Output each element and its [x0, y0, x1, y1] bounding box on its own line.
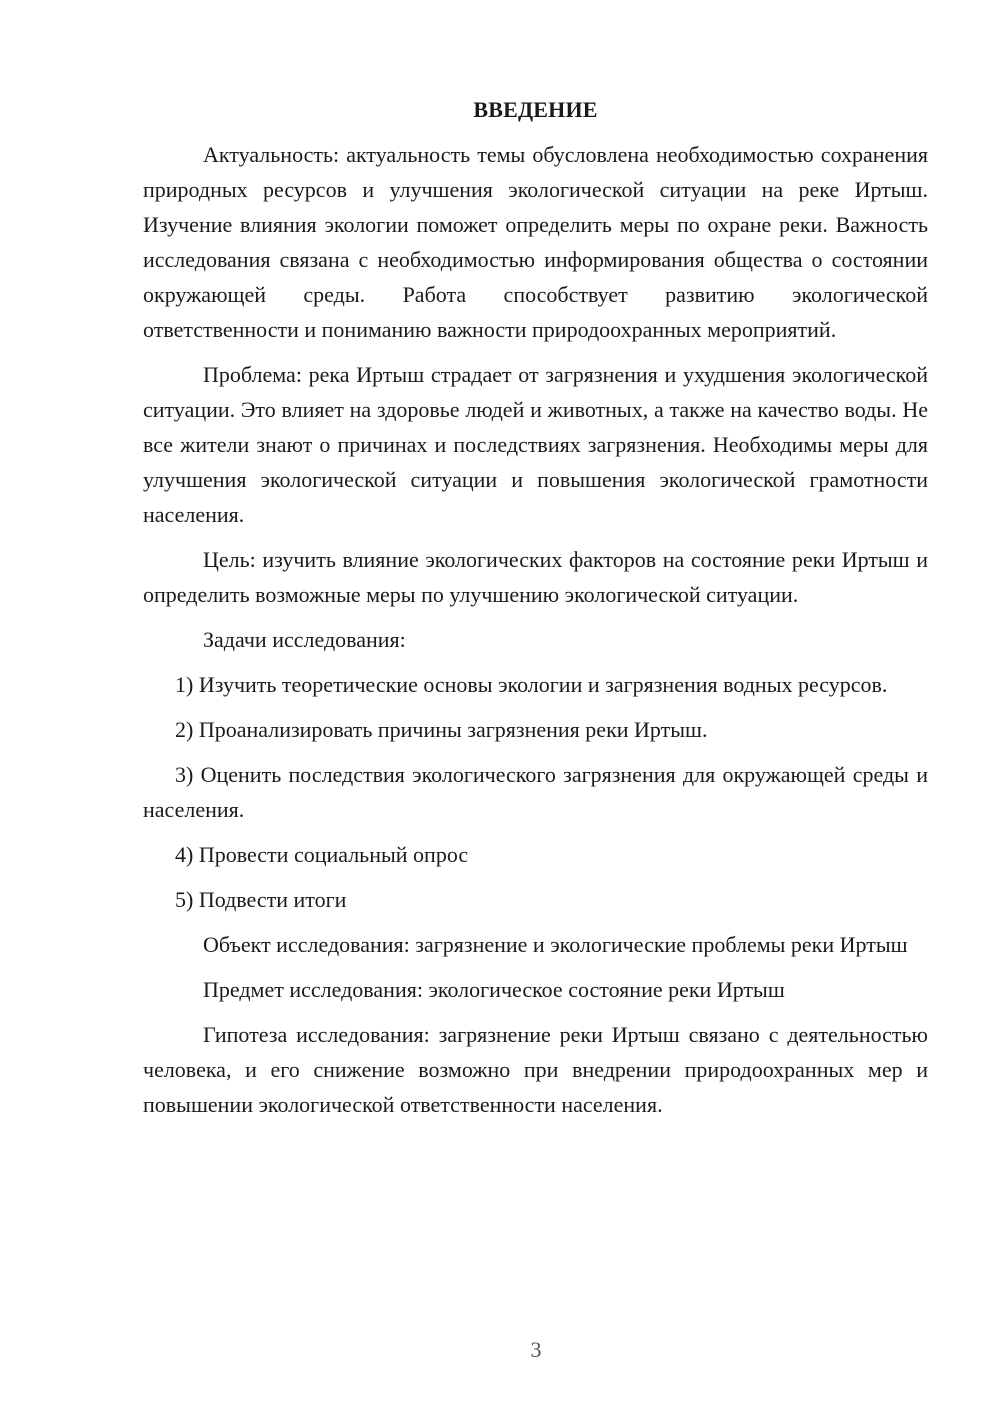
task-item-1: 1) Изучить теоретические основы экологии и загрязнения водных ресурсов. [175, 672, 888, 697]
document-body [143, 92, 928, 1132]
paragraph-relevance: Актуальность: актуальность темы обусловлена необходимостью сохранения природных ресурсов и улучшения экологической ситуации на реке Иртыш. Изучение влияния экологии поможет определить меры по охране реки. Важность исследования связана с необходимостью информирования общества о состоянии окружающей среды. Работа способствует развитию экологической ответственности и пониманию важности природоохранных мероприятий. [143, 142, 928, 342]
task-item-5: 5) Подвести итоги [175, 887, 347, 912]
section-title: ВВЕДЕНИЕ [473, 97, 598, 122]
task-item-2: 2) Проанализировать причины загрязнения реки Иртыш. [175, 717, 708, 742]
task-item-3: 3) Оценить последствия экологического загрязнения для окружающей среды и населения. [143, 762, 928, 822]
page-number: 3 [530, 1337, 542, 1362]
paragraph-subject: Предмет исследования: экологическое состояние реки Иртыш [203, 977, 785, 1002]
task-item-4: 4) Провести социальный опрос [175, 842, 469, 867]
paragraph-goal: Цель: изучить влияние экологических факторов на состояние реки Иртыш и определить возможные меры по улучшению экологической ситуации. [143, 547, 928, 607]
paragraph-object: Объект исследования: загрязнение и экологические проблемы реки Иртыш [203, 932, 908, 957]
paragraph-problem: Проблема: река Иртыш страдает от загрязнения и ухудшения экологической ситуации. Это влияет на здоровье людей и животных, а также на качество воды. Не все жители знают о причинах и последствиях загрязнения. Необходимы меры для улучшения экологической ситуации и повышения экологической грамотности населения. [143, 362, 928, 527]
paragraph-hypothesis: Гипотеза исследования: загрязнение реки Иртыш связано с деятельностью человека, и его снижение возможно при внедрении природоохранных мер и повышении экологической ответственности населения. [143, 1022, 928, 1117]
paragraph-tasks-heading: Задачи исследования: [203, 627, 406, 652]
